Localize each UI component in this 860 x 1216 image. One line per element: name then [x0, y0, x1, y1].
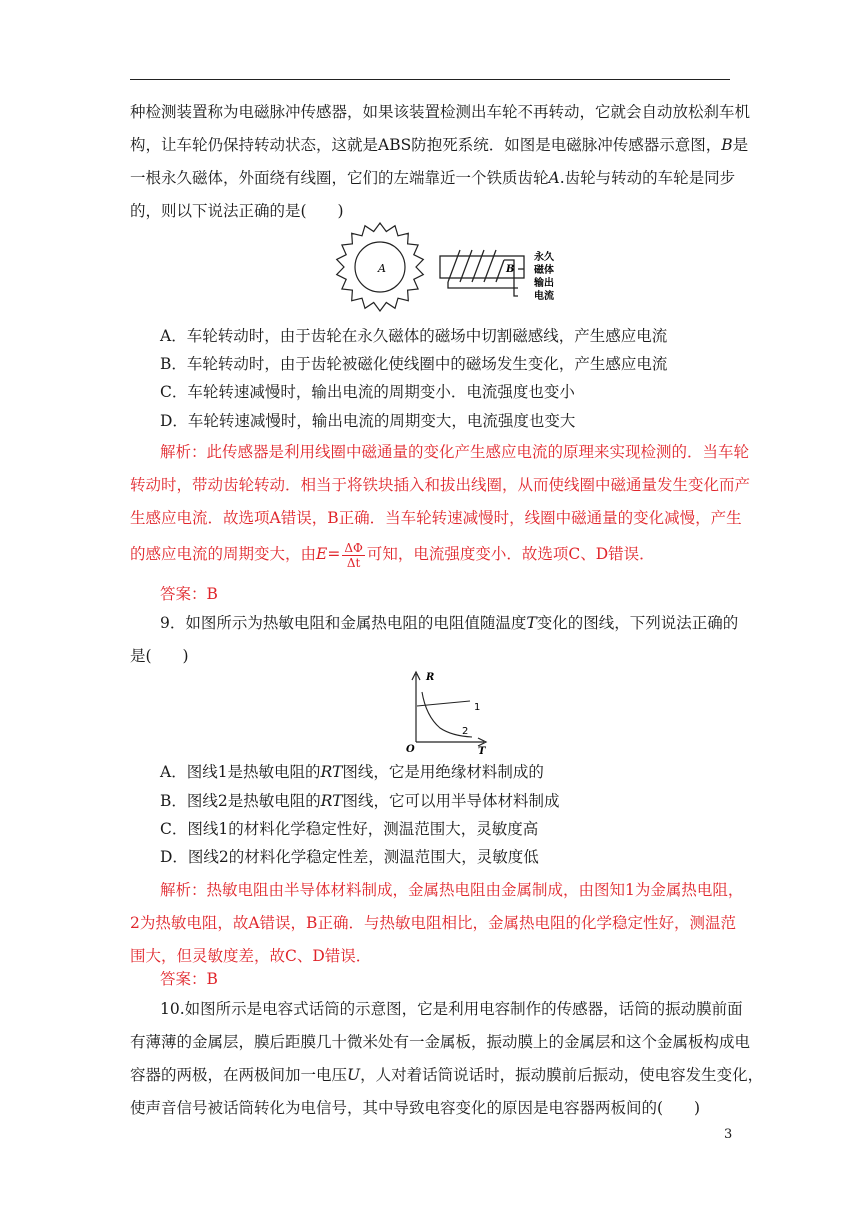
q8-option-a: A．车轮转动时，由于齿轮在永久磁体的磁场中切割磁感线，产生感应电流	[160, 327, 668, 345]
q9-option-c: C．图线1的材料化学稳定性好，测温范围大，灵敏度高	[160, 820, 539, 838]
figure-label: 永久	[534, 252, 554, 263]
q10-stem: 10.如图所示是电容式话筒的示意图，它是利用电容制作的传感器，话筒的振动膜前面	[160, 1000, 743, 1018]
magnet-label: B	[506, 264, 515, 275]
q8-analysis	[160, 436, 750, 469]
q9-answer: 答案：B	[160, 970, 218, 988]
q8-option-c: C．车轮转速减慢时，输出电流的周期变小．电流强度也变小	[160, 383, 575, 401]
formula-fraction: $\frac{\Delta\Phi}{\Delta t}$	[344, 540, 363, 570]
q9-option-b: B．图线2是热敏电阻的RT图线，它可以用半导体材料制成	[160, 792, 560, 810]
q9-option-d: D．图线2的材料化学稳定性差，测温范围大，灵敏度低	[160, 848, 539, 866]
q9-analysis-line: 解析：热敏电阻由半导体材料制成，金属热电阻由金属制成，由图知1为金属热电阻，	[160, 881, 744, 899]
q8-stem-line: 的，则以下说法正确的是( )	[130, 202, 344, 220]
figure-label: 电流	[534, 291, 554, 302]
q9-analysis-line: 2为热敏电阻，故A错误，B正确．与热敏电阻相比，金属热电阻的化学稳定性好，测温范	[130, 914, 736, 932]
q8-stem-line: 构，让车轮仍保持转动状态，这就是ABS防抱死系统．如图是电磁脉冲传感器示意图，B是	[130, 136, 749, 154]
q9-stem: 9．如图所示为热敏电阻和金属热电阻的电阻值随温度T变化的图线，下列说法正确的	[160, 614, 739, 632]
y-axis-label: R	[426, 672, 435, 683]
q9-stem-cont: 是( )	[130, 647, 189, 665]
q8-stem-line: 种检测装置称为电磁脉冲传感器，如果该装置检测出车轮不再转动，它就会自动放松刹车机	[130, 103, 751, 121]
q9-rt-graph	[400, 668, 500, 754]
figure-label: 输出	[534, 278, 554, 289]
q8-sensor-figure	[328, 222, 568, 312]
x-axis-label: T	[478, 746, 486, 754]
curve-1-label: 1	[474, 702, 481, 713]
q8-answer: 答案：B	[160, 585, 218, 603]
q8-option-d: D．车轮转速减慢时，输出电流的周期变大，电流强度也变大	[160, 412, 576, 430]
q8-stem	[130, 96, 751, 228]
q8-analysis-cont	[130, 469, 751, 535]
q8-stem-line: 一根永久磁体，外面绕有线圈，它们的左端靠近一个铁质齿轮A.齿轮与转动的车轮是同步	[130, 169, 736, 187]
origin-label: O	[406, 744, 415, 754]
q8-analysis-line: 生感应电流．故选项A错误，B正确．当车轮转速减慢时，线圈中磁通量的变化减慢，产生	[130, 509, 742, 527]
q9-analysis	[160, 874, 744, 907]
page-number: 3	[724, 1127, 733, 1142]
q8-option-b: B．车轮转动时，由于齿轮被磁化使线圈中的磁场发生变化，产生感应电流	[160, 355, 668, 373]
q9-option-a: A．图线1是热敏电阻的RT图线，它是用绝缘材料制成的	[160, 763, 544, 781]
q8-analysis-formula-line: 的感应电流的周期变大，由E= $\frac{\Delta\Phi}{\Delta t}$ 可知，电流强度变小．故选项C、D错误．	[130, 540, 655, 570]
q9-analysis-line: 围大，但灵敏度差，故C、D错误．	[130, 947, 372, 965]
q10-stem-cont: 有薄薄的金属层，膜后距膜几十微米处有一金属板，振动膜上的金属层和这个金属板构成电 容器的两极，在两极间加一电压U，人对着话筒说话时，振动膜前后振动，使电容发生变化， 使声音信号被话筒转化为电信号，其中导致电容变化的原因是电容器两板间的( )	[130, 1033, 764, 1117]
curve-2-label: 2	[462, 726, 469, 737]
q8-analysis-line: 解析：此传感器是利用线圈中磁通量的变化产生感应电流的原理来实现检测的．当车轮	[160, 443, 750, 461]
figure-label: 磁体	[534, 265, 554, 276]
q8-analysis-line: 转动时，带动齿轮转动．相当于将铁块插入和拔出线圈，从而使线圈中磁通量发生变化而产	[130, 476, 751, 494]
header-rule	[130, 79, 730, 80]
gear-label: A	[378, 262, 386, 275]
